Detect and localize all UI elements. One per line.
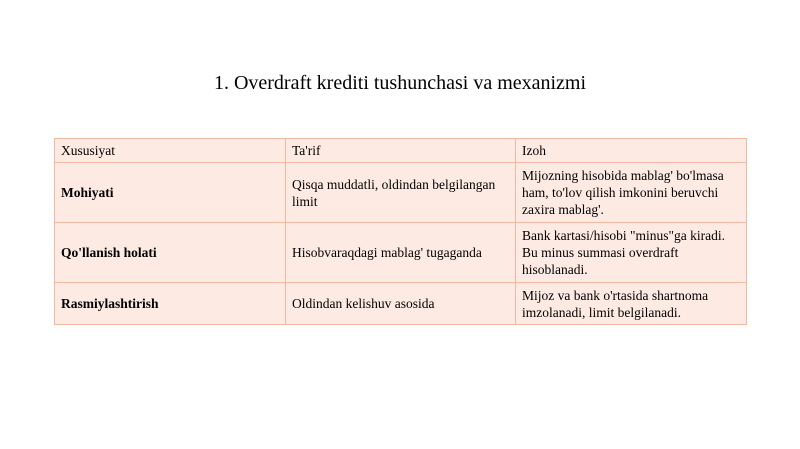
definition-cell: Qisqa muddatli, oldindan belgilangan limit	[286, 163, 516, 223]
table-header-row	[55, 139, 747, 163]
header-tarif: Ta'rif	[286, 139, 516, 163]
definition-cell: Oldindan kelishuv asosida	[286, 283, 516, 325]
table-row	[55, 283, 747, 325]
slide-title: 1. Overdraft krediti tushunchasi va mexanizmi	[213, 72, 587, 94]
header-izoh: Izoh	[516, 139, 747, 163]
feature-cell: Mohiyati	[55, 163, 286, 223]
table-row	[55, 163, 747, 223]
header-xususiyat: Xususiyat	[55, 139, 286, 163]
note-cell: Mijoz va bank o'rtasida shartnoma imzolanadi, limit belgilanadi.	[516, 283, 747, 325]
definition-cell: Hisobvaraqdagi mablag' tugaganda	[286, 223, 516, 283]
note-cell: Mijozning hisobida mablag' bo'lmasa ham, to'lov qilish imkonini beruvchi zaxira mablag'.	[516, 163, 747, 223]
overdraft-table	[54, 138, 747, 325]
table-row	[55, 223, 747, 283]
feature-cell: Rasmiylashtirish	[55, 283, 286, 325]
note-cell: Bank kartasi/hisobi "minus"ga kiradi. Bu minus summasi overdraft hisoblanadi.	[516, 223, 747, 283]
feature-cell: Qo'llanish holati	[55, 223, 286, 283]
